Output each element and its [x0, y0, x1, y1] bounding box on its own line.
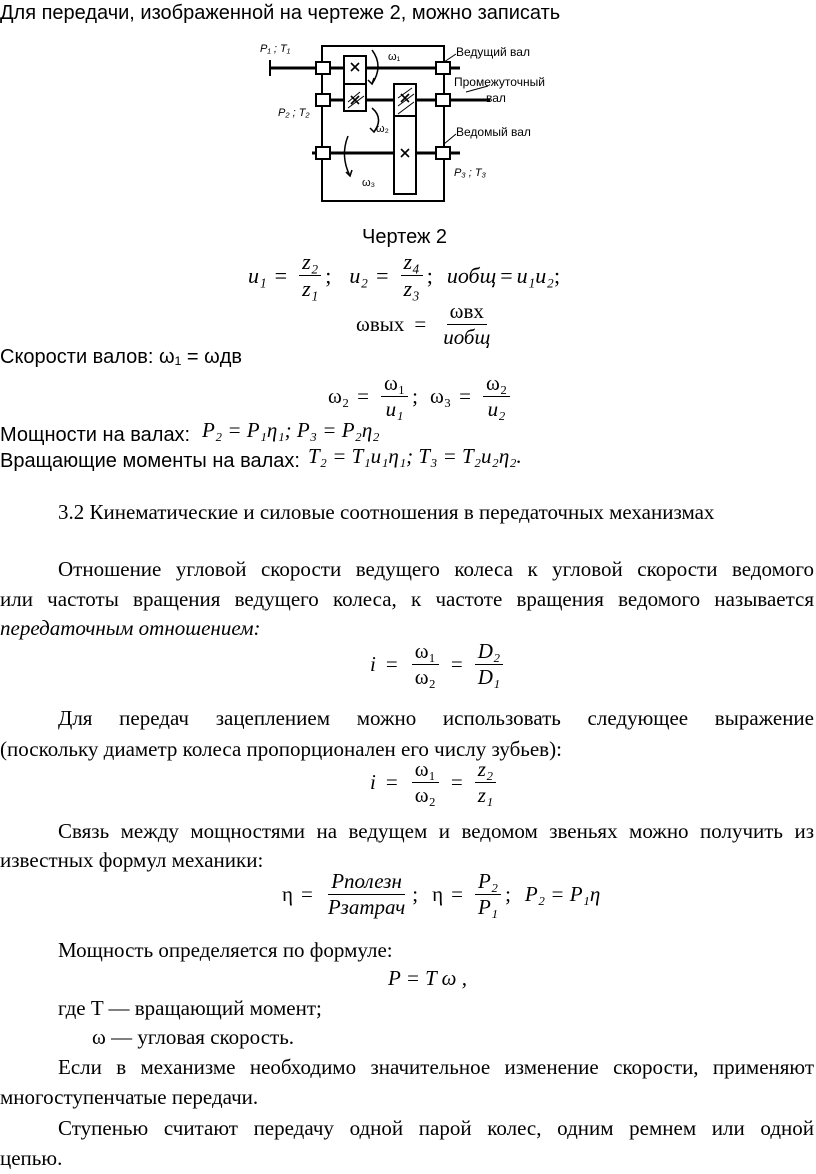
- p3-line2: известных формул механики:: [0, 848, 264, 872]
- u-total-product: u₁u₂: [516, 262, 554, 288]
- eta-symbol: η: [282, 882, 293, 907]
- z3-denominator: z₃: [403, 276, 420, 302]
- p2-line1: Для передач зацеплением можно использовать следующее выражение: [58, 706, 814, 730]
- omega-out-formula: ωвых = $\frac{\text{ωвх}}{\text{uобщ}}$: [356, 300, 497, 349]
- ratio-formulas: u₁ = $\frac{\text{z₂}}{\text{z₁}}$ ; u₂ = $\frac{\text{z₄}}{\text{z₃}}$ ; uобщ = u₁u₂ ;: [248, 249, 561, 302]
- p2-equation: P₂ = P₁η: [524, 882, 601, 907]
- p6-line1: Ступенью считают передачу одной парой колес, одним ремнем или одной: [58, 1116, 814, 1140]
- p-useful-numerator: Pполезн: [328, 870, 405, 895]
- d2-numerator: D₂: [475, 640, 503, 665]
- label-intermediate-shaft-1: Промежуточный: [454, 75, 545, 89]
- p2-line2: (поскольку диаметр колеса пропорционален его числу зубьев):: [0, 737, 562, 761]
- p-spent-denominator: Pзатрач: [327, 895, 406, 920]
- label-driven-shaft: Ведомый вал: [456, 125, 531, 139]
- eta-symbol-2: η: [432, 882, 444, 907]
- drawing-caption: Чертеж 2: [362, 226, 448, 248]
- w-in-numerator: ωвх: [447, 300, 487, 325]
- w1-numerator-2: ω₁: [412, 640, 439, 665]
- d1-denominator: D₁: [477, 665, 501, 690]
- p1-line2: или частоты вращения ведущего колеса, к частоте вращения ведомого называется: [0, 587, 814, 611]
- p2-numerator: P₂: [475, 870, 501, 895]
- i-symbol-2: i: [370, 770, 376, 795]
- z4-numerator: z₄: [401, 250, 423, 276]
- p1-denominator: P₁: [477, 895, 499, 920]
- p1-line3: передаточным отношением:: [0, 616, 261, 640]
- w2-symbol: ω₂: [328, 384, 350, 409]
- omega-shafts-formula: ω₂ = $\frac{\text{ω₁}}{\text{u₁}}$ ; ω₃ = $\frac{\text{ω₂}}{\text{u₂}}$: [328, 372, 514, 421]
- where-torque: где T — вращающий момент;: [58, 996, 322, 1020]
- i-symbol: i: [370, 652, 376, 677]
- w1-numerator-3: ω₁: [412, 758, 439, 783]
- shaft-speeds-label: Скорости валов: ω₁ = ωдв: [0, 346, 243, 368]
- u-total-symbol: uобщ: [446, 262, 497, 288]
- shaft-powers-formula: P₂ = P₁η₁; P₃ = P₂η₂: [202, 418, 380, 442]
- where-omega: ω — угловая скорость.: [92, 1025, 295, 1049]
- w1-numerator: ω₁: [381, 372, 408, 397]
- power-formula: P = T ω ,: [388, 966, 467, 990]
- label-w2: ω₂: [376, 123, 389, 135]
- u2-denominator: u₂: [487, 397, 506, 422]
- label-p1t1: P₁ ; T₁: [260, 43, 291, 55]
- section-heading: 3.2 Кинематические и силовые соотношения в передаточных механизмах: [58, 500, 715, 524]
- gear-ratio-teeth-formula: i = $\frac{\text{ω₁}}{\text{ω₂}}$ = $\frac{\text{z₂}}{\text{z₁}}$: [370, 758, 500, 807]
- gearbox-drawing: [260, 36, 560, 206]
- p3-line1: Связь между мощностями на ведущем и ведомом звеньях можно получить из: [58, 819, 814, 843]
- shaft-torques-formula: T₂ = T₁u₁η₁; T₃ = T₂u₂η₂.: [308, 444, 522, 468]
- label-w1: ω₁: [388, 51, 401, 63]
- z2-numerator-2: z₂: [475, 758, 496, 783]
- w2-numerator: ω₂: [483, 372, 510, 397]
- shaft-powers-label: Мощности на валах:: [0, 424, 191, 446]
- p5-line2: многоступенчатые передачи.: [0, 1085, 259, 1109]
- z2-numerator: z₂: [299, 250, 321, 276]
- p1-line1: Отношение угловой скорости ведущего колеса к угловой скорости ведомого: [58, 557, 814, 581]
- p4-text: Мощность определяется по формуле:: [58, 938, 393, 962]
- label-p2t2: P₂ ; T₂: [278, 107, 310, 119]
- u2-symbol: u₂: [349, 262, 369, 288]
- u1-symbol: u₁: [248, 262, 267, 288]
- shaft-torques-label: Вращающие моменты на валах:: [0, 450, 300, 472]
- u1-denominator: u₁: [385, 397, 404, 422]
- label-p3t3: P₃ ; T₃: [454, 167, 486, 179]
- z1-denominator: z₁: [302, 276, 319, 302]
- label-w3: ω₃: [362, 177, 376, 189]
- w2-denominator-3: ω₂: [414, 783, 436, 808]
- w3-symbol: ω₃: [430, 384, 452, 409]
- w-out-symbol: ωвых: [356, 312, 405, 337]
- label-intermediate-shaft-2: вал: [486, 91, 506, 105]
- w2-denominator-2: ω₂: [414, 665, 436, 690]
- intro-text: Для передачи, изображенной на чертеже 2, можно записать: [0, 2, 561, 24]
- label-driving-shaft: Ведущий вал: [456, 45, 530, 59]
- p5-line1: Если в механизме необходимо значительное изменение скорости, применяют: [58, 1055, 814, 1079]
- u-total-denominator: uобщ: [443, 325, 491, 350]
- gear-ratio-diameters-formula: i = $\frac{\text{ω₁}}{\text{ω₂}}$ = $\frac{\text{D₂}}{\text{D₁}}$: [370, 640, 507, 689]
- z1-denominator-2: z₁: [477, 783, 494, 808]
- efficiency-formula: η = $\frac{\text{Pполезн}}{\text{Pзатрач}}$ ; η = $\frac{\text{P₂}}{\text{P₁}}$ ; P₂ = P₁η: [282, 869, 601, 920]
- p6-line2: цепью.: [0, 1146, 63, 1170]
